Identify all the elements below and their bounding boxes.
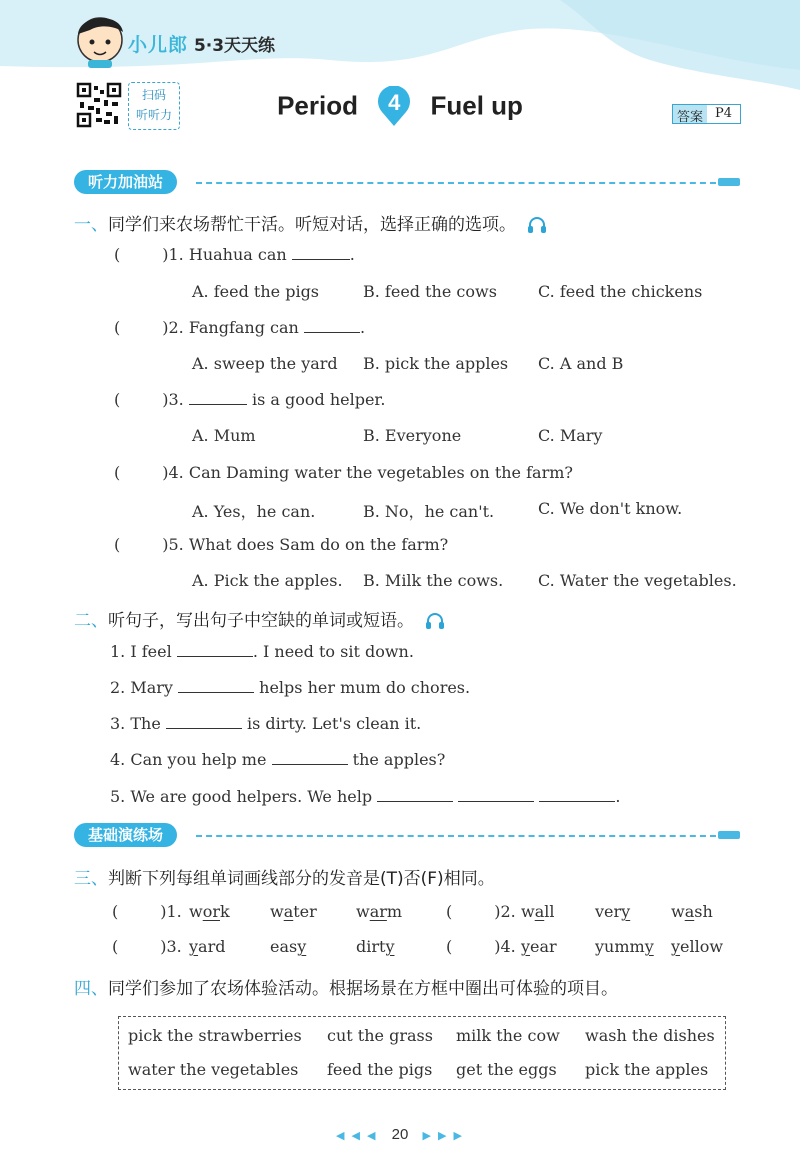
- q1-item-1-option-b[interactable]: B. feed the cows: [363, 282, 497, 301]
- q1-item-4: ( )4. Can Daming water the vegetables on the farm?: [114, 463, 573, 482]
- q2-sentence-5: 5. We are good helpers. We help .: [110, 787, 621, 806]
- answer-blank[interactable]: [178, 679, 254, 693]
- left-arrows-icon: ◀ ◀ ◀: [335, 1130, 378, 1142]
- answer-blank[interactable]: [539, 788, 615, 802]
- q4-title: 同学们参加了农场体验活动。根据场景在方框中圈出可体验的项目。: [108, 979, 618, 999]
- q1-item-4-option-c[interactable]: C. We don't know.: [538, 499, 683, 518]
- q1-item-1: ( )1. Huahua can .: [114, 245, 355, 264]
- q3-group-4-label: ( )4.: [446, 937, 516, 956]
- brand-logo: [128, 30, 275, 57]
- q1-item-3-option-a[interactable]: A. Mum: [192, 426, 256, 445]
- q3-number: 三、: [74, 869, 108, 889]
- period-badge: [375, 86, 413, 126]
- section-divider: [196, 182, 716, 184]
- q1-item-2-option-c[interactable]: C. A and B: [538, 354, 624, 373]
- scan-line-1: 扫码: [141, 88, 166, 102]
- q1-item-2-option-a[interactable]: A. sweep the yard: [192, 354, 338, 373]
- headphone-icon[interactable]: [527, 216, 547, 234]
- q3-heading: [74, 864, 495, 889]
- answer-blank[interactable]: [377, 788, 453, 802]
- pencil-icon: [718, 831, 740, 839]
- activity-item[interactable]: cut the grass: [327, 1026, 433, 1045]
- pencil-icon: [718, 178, 740, 186]
- headphone-icon[interactable]: [425, 612, 445, 630]
- answer-blank[interactable]: [458, 788, 534, 802]
- activity-item[interactable]: wash the dishes: [585, 1026, 715, 1045]
- q1-item-1-option-c[interactable]: C. feed the chickens: [538, 282, 703, 301]
- q1-heading: [74, 210, 547, 235]
- q3-word: warm: [356, 902, 403, 921]
- answer-page: P4: [707, 105, 740, 123]
- answer-blank[interactable]: [272, 751, 348, 765]
- brand-script: 小儿郎: [128, 34, 189, 56]
- period-title: Fuel up: [430, 90, 523, 121]
- q1-item-4-option-a[interactable]: A. Yes，he can.: [192, 502, 316, 521]
- section-divider: [196, 835, 716, 837]
- q3-word: work: [189, 902, 230, 921]
- q2-sentence-3: 3. The is dirty. Let's clean it.: [110, 714, 422, 733]
- answer-blank[interactable]: [304, 319, 360, 333]
- q3-word: wall: [521, 902, 555, 921]
- q3-word: water: [270, 902, 317, 921]
- q3-word: very: [595, 902, 631, 921]
- activity-item[interactable]: pick the apples: [585, 1060, 709, 1079]
- q1-number: 一、: [74, 215, 108, 235]
- q3-word: wash: [671, 902, 713, 921]
- page-number: 20: [391, 1126, 409, 1143]
- q1-item-5-option-b[interactable]: B. Milk the cows.: [363, 571, 504, 590]
- q3-word: yard: [189, 937, 226, 956]
- q3-word: yellow: [671, 937, 724, 956]
- section-basics-pill: 基础演练场: [74, 823, 177, 847]
- q1-item-2: ( )2. Fangfang can .: [114, 318, 366, 337]
- q1-item-4-option-b[interactable]: B. No，he can't.: [363, 502, 495, 521]
- q3-word: yummy: [595, 937, 654, 956]
- activity-item[interactable]: get the eggs: [456, 1060, 557, 1079]
- activity-item[interactable]: feed the pigs: [327, 1060, 433, 1079]
- answer-label: 答案: [673, 105, 707, 123]
- period-number: 4: [388, 90, 401, 115]
- answer-blank[interactable]: [189, 391, 247, 405]
- q1-item-5: ( )5. What does Sam do on the farm?: [114, 535, 449, 554]
- page-footer: [0, 1126, 800, 1143]
- q3-word: year: [521, 937, 557, 956]
- q1-item-1-option-a[interactable]: A. feed the pigs: [192, 282, 320, 301]
- q2-heading: [74, 606, 445, 631]
- q1-item-3-option-b[interactable]: B. Everyone: [363, 426, 462, 445]
- q2-sentence-1: 1. I feel . I need to sit down.: [110, 642, 414, 661]
- scan-line-2: 听听力: [135, 108, 172, 122]
- activity-item[interactable]: water the vegetables: [128, 1060, 299, 1079]
- q2-sentence-4: 4. Can you help me the apples?: [110, 750, 446, 769]
- q3-group-1-label: ( )1.: [112, 902, 182, 921]
- q1-item-3-option-c[interactable]: C. Mary: [538, 426, 603, 445]
- activity-item[interactable]: pick the strawberries: [128, 1026, 302, 1045]
- right-arrows-icon: ▶ ▶ ▶: [422, 1130, 465, 1142]
- activity-item[interactable]: milk the cow: [456, 1026, 560, 1045]
- q1-item-3: ( )3. is a good helper.: [114, 390, 386, 409]
- answer-blank[interactable]: [177, 643, 253, 657]
- q4-heading: [74, 974, 618, 999]
- q1-item-5-option-c[interactable]: C. Water the vegetables.: [538, 571, 737, 590]
- answer-reference[interactable]: [672, 104, 741, 124]
- answer-blank[interactable]: [292, 246, 350, 260]
- period-word: Period: [277, 90, 358, 121]
- q3-word: dirty: [356, 937, 395, 956]
- section-listening-pill: 听力加油站: [74, 170, 177, 194]
- q2-sentence-2: 2. Mary helps her mum do chores.: [110, 678, 471, 697]
- q1-title: 同学们来农场帮忙干活。听短对话，选择正确的选项。: [108, 215, 516, 235]
- brand-text: 5·3天天练: [193, 36, 276, 56]
- q1-item-2-option-b[interactable]: B. pick the apples: [363, 354, 509, 373]
- answer-blank[interactable]: [166, 715, 242, 729]
- q3-word: easy: [270, 937, 307, 956]
- q4-number: 四、: [74, 979, 108, 999]
- q3-group-2-label: ( )2.: [446, 902, 516, 921]
- q2-number: 二、: [74, 611, 108, 631]
- q3-title: 判断下列每组单词画线部分的发音是(T)否(F)相同。: [108, 869, 495, 889]
- q1-item-5-option-a[interactable]: A. Pick the apples.: [192, 571, 343, 590]
- q2-title: 听句子，写出句子中空缺的单词或短语。: [108, 611, 414, 631]
- q3-group-3-label: ( )3.: [112, 937, 182, 956]
